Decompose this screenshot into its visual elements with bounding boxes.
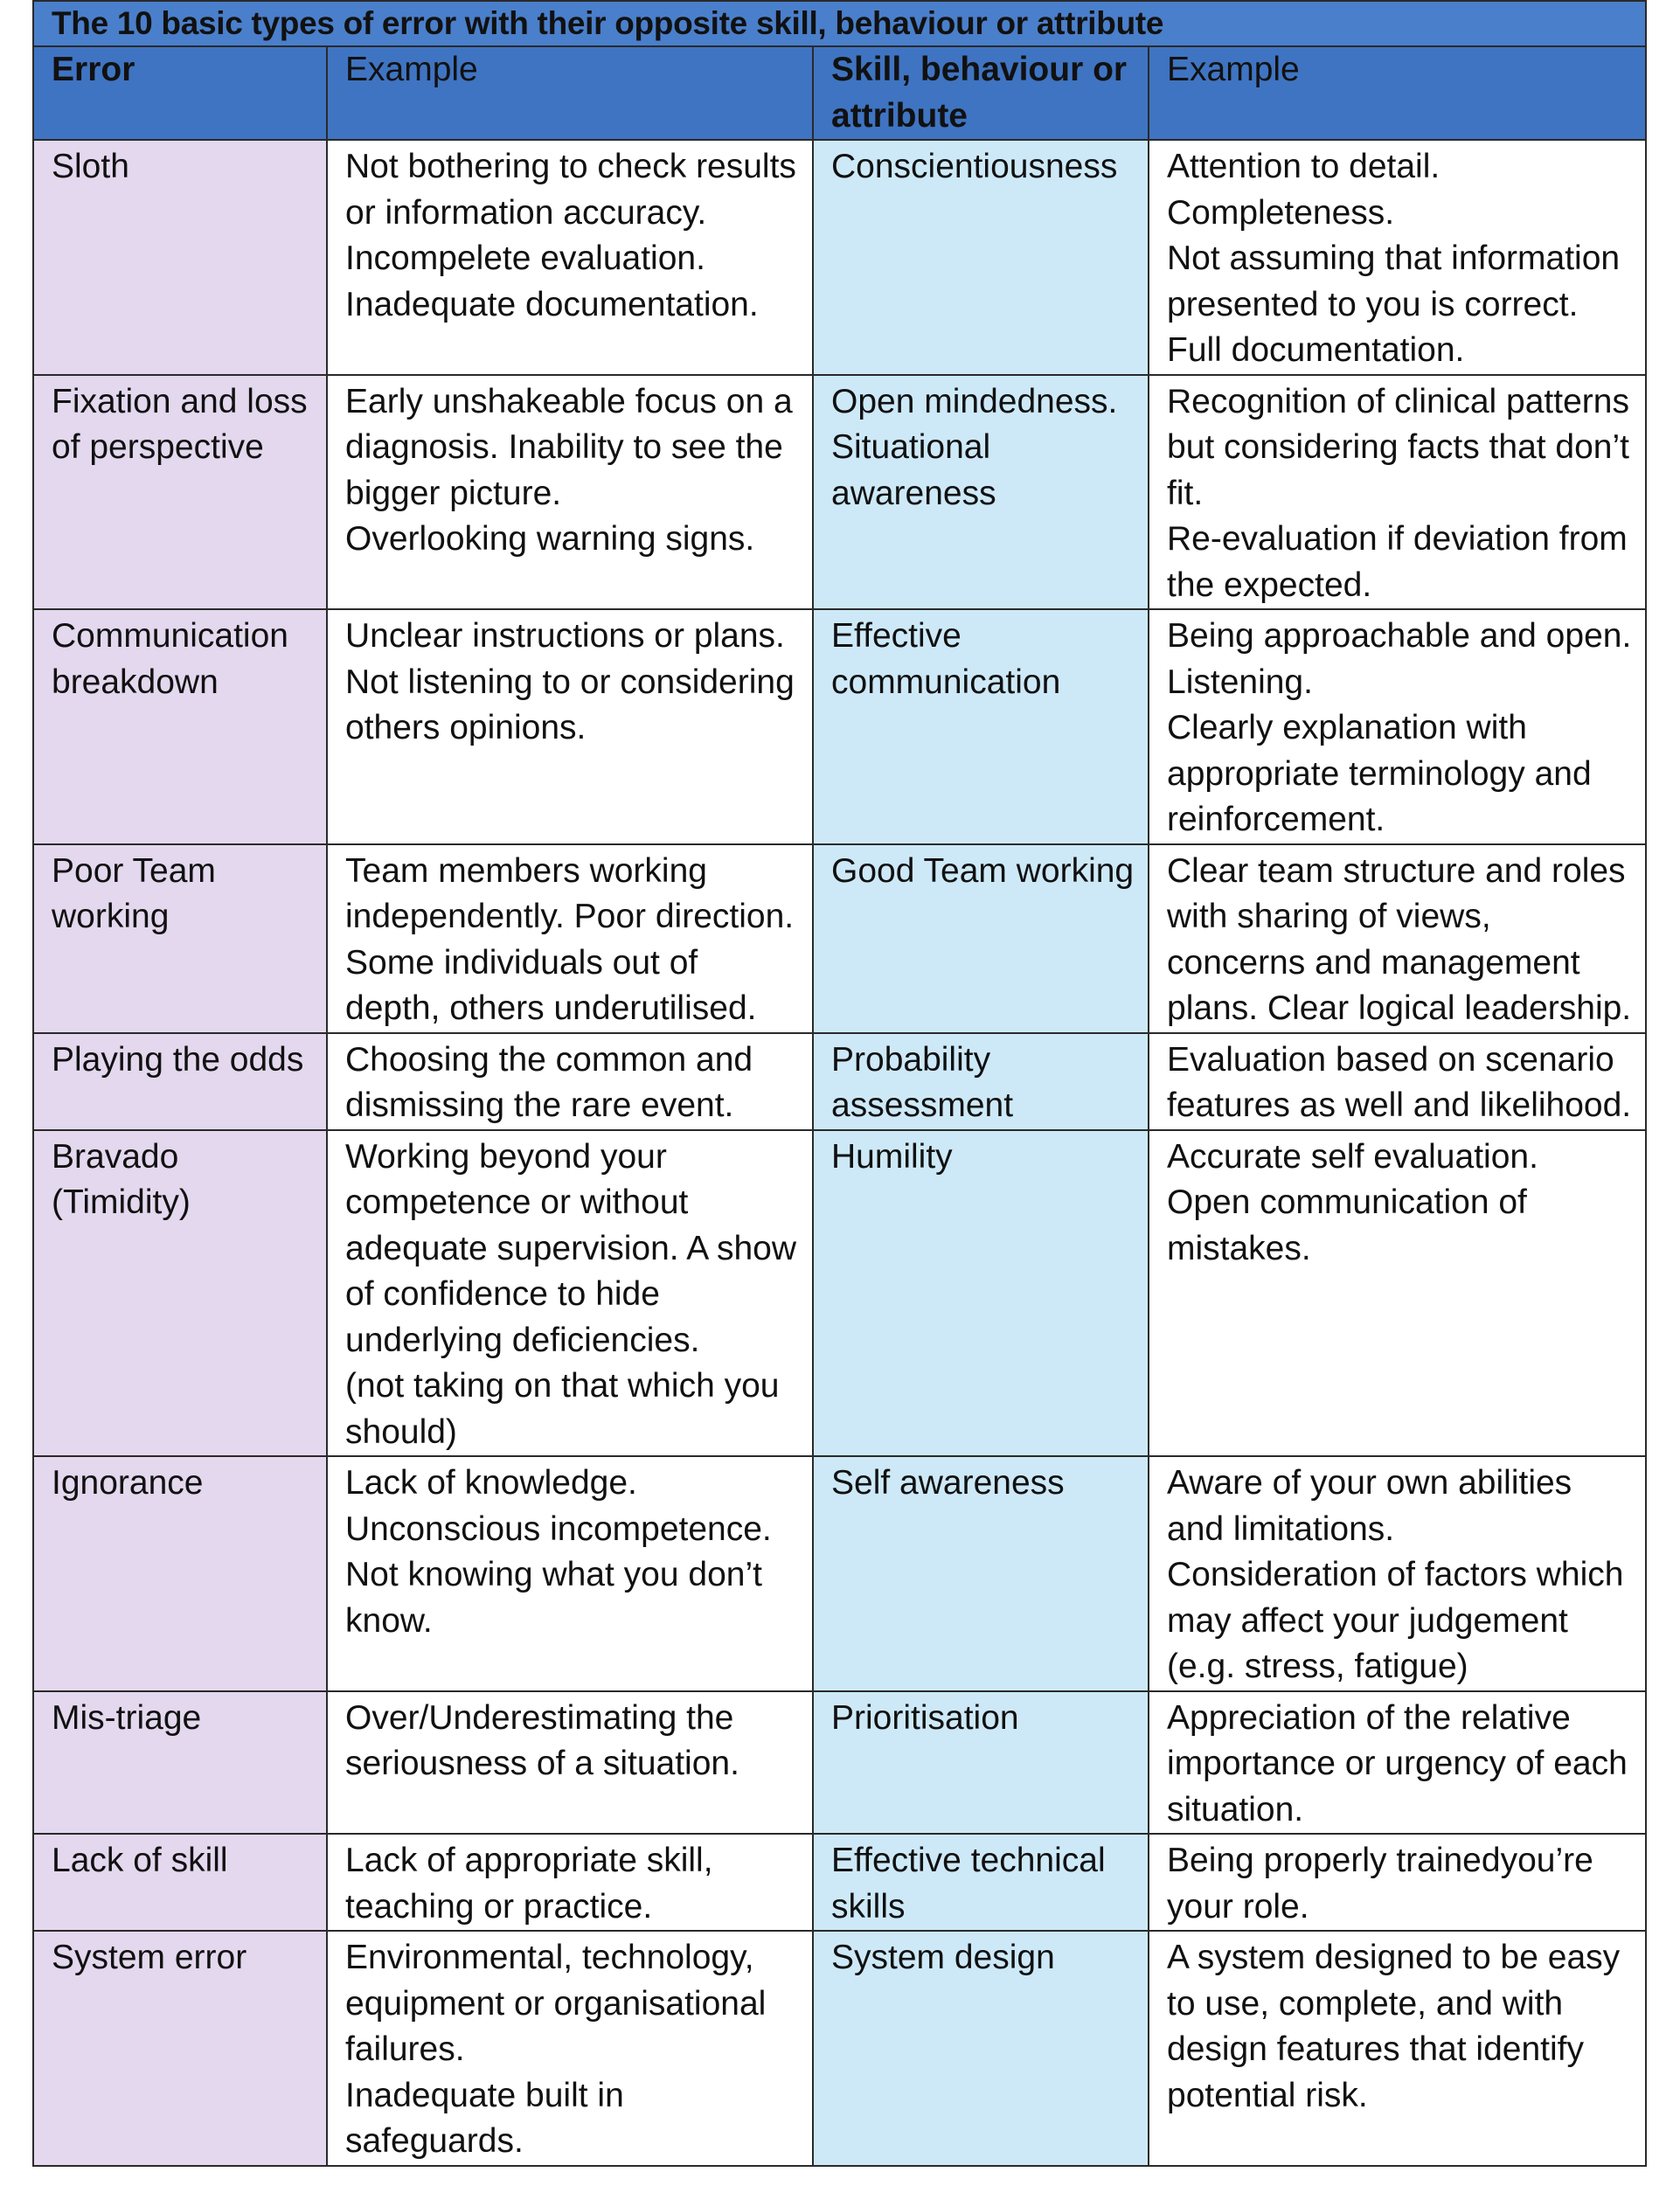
cell-line: Early unshakeable focus on a diagnosis. Inability to see the bigger picture. xyxy=(345,382,793,512)
cell-line: Team members working independently. Poor direction. Some individuals out of depth, others underutilised. xyxy=(345,851,795,1027)
error-cell xyxy=(33,1931,327,2166)
table-caption-row xyxy=(33,1,1646,46)
cell-line: Playing the odds xyxy=(52,1040,304,1079)
error-cell xyxy=(33,1691,327,1835)
cell-line: Attention to detail. xyxy=(1167,148,1440,185)
cell-line: Full documentation. xyxy=(1167,331,1465,369)
cell-line: Overlooking warning signs. xyxy=(345,520,755,558)
header-example: Example xyxy=(327,46,813,140)
cell-line: Over/Underestimating the seriousness of a situation. xyxy=(345,1698,739,1782)
cell-line: Choosing the common and dismissing the rare event. xyxy=(345,1040,753,1124)
error-cell xyxy=(33,844,327,1033)
cell-line: Environmental, technology, equipment or organisational failures. xyxy=(345,1939,767,2068)
error-types-table xyxy=(32,0,1647,2167)
cell-line: Lack of appropriate skill, teaching or practice. xyxy=(345,1842,713,1926)
error-cell xyxy=(33,1834,327,1931)
cell-line: Clearly explanation with appropriate terminology and reinforcement. xyxy=(1167,709,1592,838)
cell-line: Listening. xyxy=(1167,663,1313,701)
cell-line: Open communication of mistakes. xyxy=(1167,1183,1527,1267)
cell-line: Situational awareness xyxy=(831,428,996,512)
skill-cell xyxy=(813,140,1149,375)
table-row xyxy=(33,844,1646,1033)
skill-example-cell xyxy=(1149,1130,1646,1457)
example-cell xyxy=(327,1456,813,1691)
cell-line: Inadequate documentation. xyxy=(345,285,759,323)
cell-line: Sloth xyxy=(52,148,129,185)
example-cell xyxy=(327,1834,813,1931)
cell-line: System error xyxy=(52,1939,247,1976)
cell-line: Being approachable and open. xyxy=(1167,617,1632,655)
skill-cell xyxy=(813,609,1149,844)
cell-line: Inadequate built in safeguards. xyxy=(345,2076,624,2160)
table-body xyxy=(33,140,1646,2166)
skill-example-cell xyxy=(1149,1033,1646,1130)
cell-line: Accurate self evaluation. xyxy=(1167,1137,1538,1176)
cell-line: Consideration of factors which may affect your judgement (e.g. stress, fatigue) xyxy=(1167,1556,1624,1685)
cell-line: Not listening to or considering others opinions. xyxy=(345,663,795,746)
skill-example-cell xyxy=(1149,1931,1646,2166)
example-cell xyxy=(327,609,813,844)
example-cell xyxy=(327,1033,813,1130)
table-row xyxy=(33,1130,1646,1457)
error-cell xyxy=(33,375,327,610)
table-caption: The 10 basic types of error with their opposite skill, behaviour or attribute xyxy=(33,1,1646,46)
cell-line: Not knowing what you don’t know. xyxy=(345,1556,762,1640)
cell-line: Fixation and loss of perspective xyxy=(52,382,308,466)
cell-line: Aware of your own abilities and limitations. xyxy=(1167,1464,1572,1548)
error-cell xyxy=(33,1456,327,1691)
cell-line: Re-evaluation if deviation from the expected. xyxy=(1167,520,1628,604)
cell-line: Being properly trainedyou’re your role. xyxy=(1167,1842,1593,1926)
cell-line: (not taking on that which you should) xyxy=(345,1367,780,1451)
skill-example-cell xyxy=(1149,140,1646,375)
error-types-document xyxy=(32,0,1645,2167)
skill-example-cell xyxy=(1149,1691,1646,1835)
error-cell xyxy=(33,609,327,844)
skill-cell xyxy=(813,375,1149,610)
skill-cell xyxy=(813,1931,1149,2166)
skill-cell xyxy=(813,1834,1149,1931)
header-error: Error xyxy=(33,46,327,140)
example-cell xyxy=(327,1130,813,1457)
skill-cell xyxy=(813,1033,1149,1130)
skill-example-cell xyxy=(1149,375,1646,610)
skill-example-cell xyxy=(1149,1834,1646,1931)
cell-line: A system designed to be easy to use, complete, and with design features that identify potential risk. xyxy=(1167,1939,1621,2114)
table-row xyxy=(33,1456,1646,1691)
cell-line: Incompelete evaluation. xyxy=(345,239,705,277)
cell-line: Conscientiousness xyxy=(831,148,1118,185)
cell-line: Evaluation based on scenario features as well and likelihood. xyxy=(1167,1040,1632,1124)
skill-cell xyxy=(813,1456,1149,1691)
cell-line: Not bothering to check results or information accuracy. xyxy=(345,148,796,232)
table-row xyxy=(33,1931,1646,2166)
example-cell xyxy=(327,1691,813,1835)
cell-line: Effective communication xyxy=(831,617,1061,701)
table-row xyxy=(33,1033,1646,1130)
cell-line: Completeness. xyxy=(1167,193,1395,232)
cell-line: Clear team structure and roles with sharing of views, concerns and management plans. Clear logical leadership. xyxy=(1167,851,1632,1027)
cell-line: Prioritisation xyxy=(831,1698,1019,1737)
cell-line: Lack of knowledge. xyxy=(345,1464,637,1502)
cell-line: Unclear instructions or plans. xyxy=(345,617,785,655)
cell-line: System design xyxy=(831,1939,1055,1976)
skill-example-cell xyxy=(1149,844,1646,1033)
table-row xyxy=(33,1691,1646,1835)
skill-cell xyxy=(813,844,1149,1033)
table-header-row xyxy=(33,46,1646,140)
error-cell xyxy=(33,140,327,375)
skill-cell xyxy=(813,1130,1149,1457)
example-cell xyxy=(327,140,813,375)
table-row xyxy=(33,140,1646,375)
cell-line: Communication breakdown xyxy=(52,617,288,701)
table-row xyxy=(33,1834,1646,1931)
cell-line: Probability assessment xyxy=(831,1040,1014,1124)
cell-line: Good Team working xyxy=(831,851,1135,890)
cell-line: Not assuming that information presented to you is correct. xyxy=(1167,239,1621,323)
skill-example-cell xyxy=(1149,1456,1646,1691)
cell-line: Appreciation of the relative importance or urgency of each situation. xyxy=(1167,1698,1628,1829)
example-cell xyxy=(327,1931,813,2166)
skill-example-cell xyxy=(1149,609,1646,844)
cell-line: Bravado (Timidity) xyxy=(52,1137,191,1221)
cell-line: Open mindedness. xyxy=(831,382,1118,420)
table-row xyxy=(33,375,1646,610)
cell-line: Recognition of clinical patterns but considering facts that don’t fit. xyxy=(1167,382,1629,512)
cell-line: Effective technical skills xyxy=(831,1842,1106,1926)
example-cell xyxy=(327,844,813,1033)
cell-line: Working beyond your competence or without adequate supervision. A show of confidence to hide underlying deficiencies. xyxy=(345,1137,797,1359)
error-cell xyxy=(33,1130,327,1457)
cell-line: Ignorance xyxy=(52,1464,204,1502)
cell-line: Poor Team working xyxy=(52,851,216,935)
skill-cell xyxy=(813,1691,1149,1835)
cell-line: Mis-triage xyxy=(52,1698,202,1737)
header-skill-example: Example xyxy=(1149,46,1646,140)
header-skill: Skill, behaviour or attribute xyxy=(813,46,1149,140)
cell-line: Lack of skill xyxy=(52,1842,228,1879)
cell-line: Self awareness xyxy=(831,1464,1065,1502)
table-row xyxy=(33,609,1646,844)
cell-line: Humility xyxy=(831,1137,953,1176)
example-cell xyxy=(327,375,813,610)
cell-line: Unconscious incompetence. xyxy=(345,1509,772,1548)
error-cell xyxy=(33,1033,327,1130)
